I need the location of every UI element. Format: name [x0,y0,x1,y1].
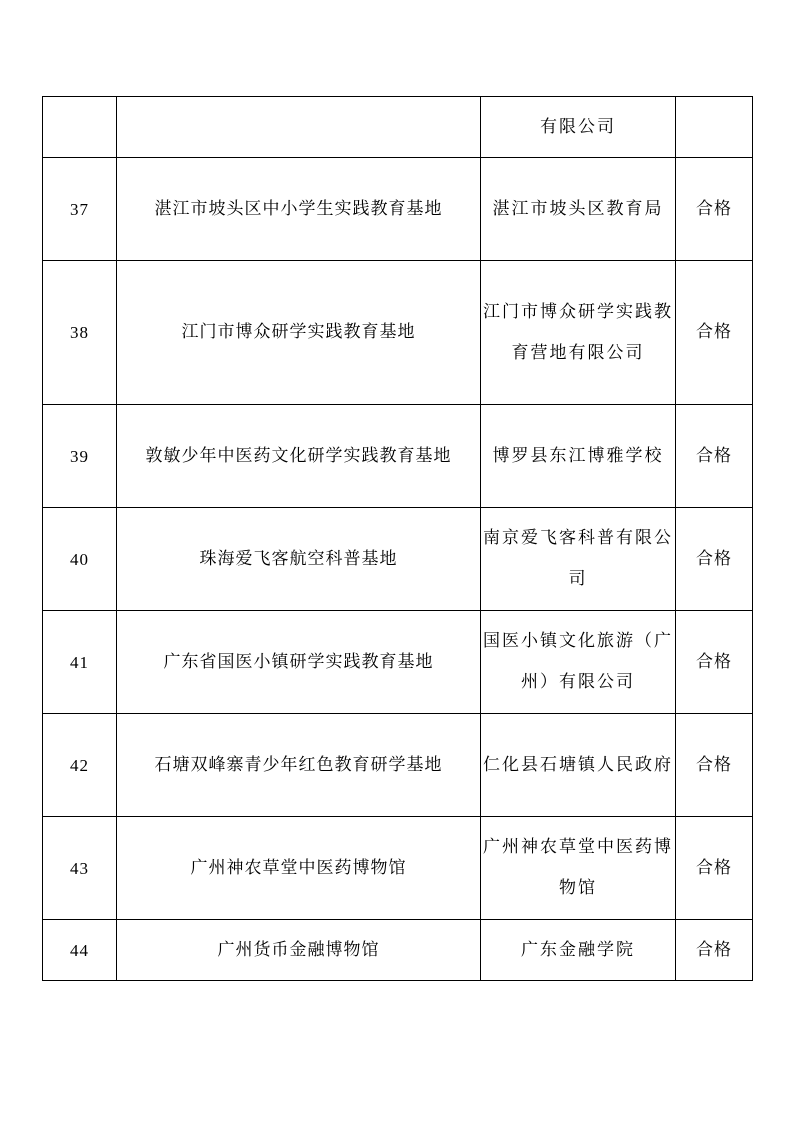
table-row [43,158,753,261]
organizer-unit [481,920,676,981]
result-status: 合格 [676,817,753,920]
organizer-unit [481,158,676,261]
organizer-unit-text: 江门市博众研学实践教育营地有限公司 [483,301,673,363]
organizer-unit [481,508,676,611]
organizer-unit-text: 博罗县东江博雅学校 [492,445,664,466]
row-number: 43 [43,817,117,920]
row-number [43,97,117,158]
base-name: 广东省国医小镇研学实践教育基地 [117,611,481,714]
base-name: 敦敏少年中医药文化研学实践教育基地 [117,405,481,508]
base-name: 广州神农草堂中医药博物馆 [117,817,481,920]
result-status: 合格 [676,714,753,817]
row-number: 40 [43,508,117,611]
base-name: 湛江市坡头区中小学生实践教育基地 [117,158,481,261]
organizer-unit-text: 广东金融学院 [521,939,635,960]
organizer-unit [481,714,676,817]
table-row [43,261,753,405]
result-status: 合格 [676,611,753,714]
organizer-unit [481,97,676,158]
base-name: 珠海爱飞客航空科普基地 [117,508,481,611]
organizer-unit-text: 仁化县石塘镇人民政府 [483,754,673,775]
result-status [676,97,753,158]
base-name: 石塘双峰寨青少年红色教育研学基地 [117,714,481,817]
row-number: 42 [43,714,117,817]
table-row [43,611,753,714]
organizer-unit [481,611,676,714]
result-status: 合格 [676,920,753,981]
result-status: 合格 [676,508,753,611]
table-row [43,817,753,920]
organizer-unit-text: 南京爱飞客科普有限公司 [483,528,673,589]
table-row [43,920,753,981]
base-name: 广州货币金融博物馆 [117,920,481,981]
organizer-unit [481,261,676,405]
table-row [43,714,753,817]
organizer-unit-text: 有限公司 [540,116,616,137]
base-name [117,97,481,158]
organizer-unit-text: 湛江市坡头区教育局 [492,198,664,219]
organizer-unit [481,405,676,508]
row-number: 38 [43,261,117,405]
row-number: 41 [43,611,117,714]
result-status: 合格 [676,158,753,261]
results-table [42,96,753,981]
base-name: 江门市博众研学实践教育基地 [117,261,481,405]
organizer-unit-text: 广州神农草堂中医药博物馆 [483,837,673,898]
result-status: 合格 [676,261,753,405]
organizer-unit [481,817,676,920]
result-status: 合格 [676,405,753,508]
organizer-unit-text: 国医小镇文化旅游（广州）有限公司 [483,631,673,692]
table-row [43,405,753,508]
row-number: 39 [43,405,117,508]
table-row [43,508,753,611]
row-number: 44 [43,920,117,981]
table-row [43,97,753,158]
row-number: 37 [43,158,117,261]
